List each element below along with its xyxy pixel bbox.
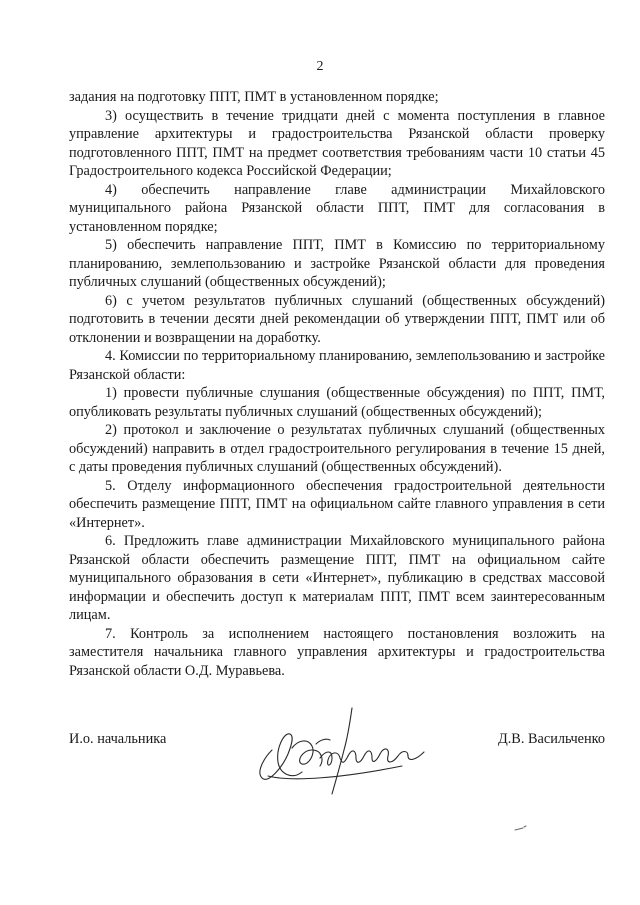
document-body bbox=[69, 88, 605, 680]
paragraph-item-3-review: 3) осуществить в течение тридцати дней с момента поступления в главное управление архитектуры и градостроительства Рязанской области проверку подготовленного ППТ, ПМТ на предмет соответствия требованиям части 10 статьи 45 Градостроительного кодекса Российской Федерации; bbox=[69, 107, 605, 179]
paragraph-section-4-item-1: 1) провести публичные слушания (общественные обсуждения) по ППТ, ПМТ, опубликовать результаты публичных слушаний (общественных обсуждений); bbox=[69, 385, 605, 420]
signatory-title: И.о. начальника bbox=[69, 731, 167, 747]
handwritten-signature bbox=[232, 688, 442, 803]
paragraph-section-6: 6. Предложить главе администрации Михайловского муниципального района Рязанской области обеспечить размещение ППТ, ПМТ на официальном сайте муниципального образования в сети «Интернет», публикацию в средствах массовой информации и обеспечить доступ к материалам ППТ, ПМТ всем заинтересованным лицам. bbox=[69, 533, 605, 623]
paragraph-continuation: задания на подготовку ППТ, ПМТ в установленном порядке; bbox=[69, 89, 439, 105]
paragraph-item-4-send-to-head: 4) обеспечить направление главе администрации Михайловского муниципального района Рязанской области ППТ, ПМТ для согласования в установленном порядке; bbox=[69, 181, 605, 235]
paragraph-section-5: 5. Отделу информационного обеспечения градостроительной деятельности обеспечить размещение ППТ, ПМТ на официальном сайте главного управления в сети «Интернет». bbox=[69, 477, 605, 531]
paragraph-section-4-item-2: 2) протокол и заключение о результатах публичных слушаний (общественных обсуждений) направить в отдел градостроительного регулирования в течение 15 дней, с даты проведения публичных слушаний (общественных обсуждений). bbox=[69, 422, 605, 475]
pen-mark bbox=[514, 824, 528, 832]
paragraph-section-4-commission: 4. Комиссии по территориальному планированию, землепользованию и застройке Рязанской области: bbox=[69, 348, 605, 383]
paragraph-item-5-send-to-commission: 5) обеспечить направление ППТ, ПМТ в Комиссию по территориальному планированию, землепользованию и застройке Рязанской области для проведения публичных слушаний (общественных обсуждений); bbox=[69, 237, 605, 290]
paragraph-section-7: 7. Контроль за исполнением настоящего постановления возложить на заместителя начальника главного управления архитектуры и градостроительства Рязанской области О.Д. Муравьева. bbox=[69, 625, 605, 679]
paragraph-item-6-recommendations: 6) с учетом результатов публичных слушаний (общественных обсуждений) подготовить в течении десяти дней рекомендации об утверждении ППТ, ПМТ или об отклонении и возвращении на доработку. bbox=[69, 292, 605, 346]
page-number: 2 bbox=[316, 59, 324, 74]
signatory-name: Д.В. Васильченко bbox=[497, 731, 605, 747]
